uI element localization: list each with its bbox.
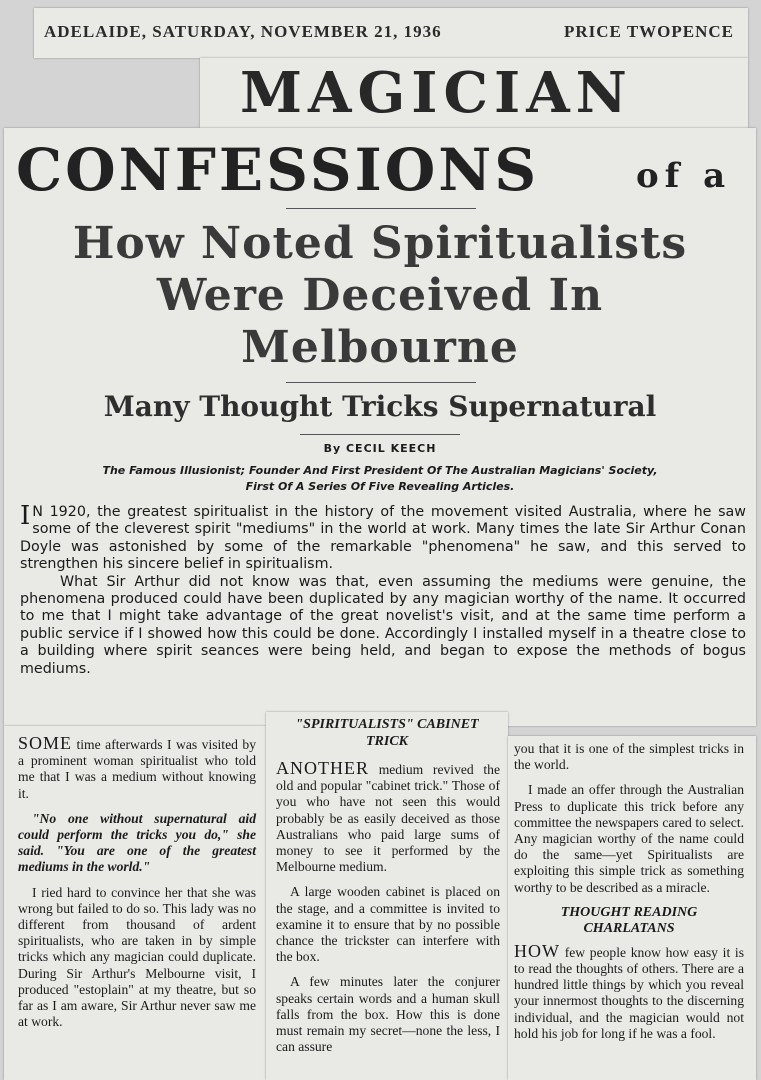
deck-line-3: Melbourne: [241, 322, 519, 373]
column-3-subheading: [514, 905, 744, 937]
deck-line-2: Were Deceived In: [156, 270, 604, 321]
deck-line-1: How Noted Spiritualists: [72, 218, 688, 269]
author-credit-line-1: The Famous Illusionist; Founder And First President Of The Australian Magicians' Society,: [102, 464, 658, 477]
column-2-heading-line-2: TRICK: [365, 734, 408, 749]
masthead-place-date: ADELAIDE, SATURDAY, NOVEMBER 21, 1936: [44, 22, 442, 41]
divider-rule: [286, 382, 476, 383]
paragraph-lead-word: ANOTHER: [276, 758, 369, 778]
lead-paragraph-2: What Sir Arthur did not know was that, even assuming the mediums were genuine, the phenomena produced could have been duplicated by any magician worthy of the name. It occurred to me that I might take advantage of the great novelist's visit, and at the same time perform a public service if I showed how this could be done. Accordingly I installed myself in a theatre close to a building where spirit seances were being held, and began to expose the methods of bogus mediums.: [20, 573, 746, 677]
author-credit-line-2: First Of A Series Of Five Revealing Articles.: [245, 480, 515, 493]
column-2-heading: [266, 716, 508, 750]
lead-paragraphs: [20, 501, 746, 678]
column-3-paragraph-2: [514, 940, 744, 1042]
column-2-paragraph-1-text: medium revived the old and popular "cabinet trick." Those of you who have not seen this would probably be as easily deceived as those Australians who paid large sums of money to see it performed by the Melbourne medium.: [276, 762, 500, 875]
column-3-paragraph-0: you that it is one of the simplest tricks in the world.: [514, 741, 744, 773]
lead-paragraph-1: [20, 501, 746, 574]
masthead-strip: [34, 8, 748, 58]
column-3-paragraph-1: I made an offer through the Australian Press to duplicate this trick before any committee the newspapers cared to select. Any magician worthy of the name could do the same—yet Spiritualists are exploiting this simple trick as something worthy to be described as a miracle.: [514, 782, 744, 895]
divider-rule: [300, 434, 460, 435]
column-2-paragraph-1: [276, 760, 500, 875]
byline: By CECIL KEECH: [323, 442, 437, 455]
column-3-subheading-line-1: THOUGHT READING: [560, 904, 698, 920]
divider-rule: [286, 208, 476, 209]
column-2-heading-line-1: "SPIRITUALISTS" CABINET: [295, 717, 479, 732]
article-sheet: [4, 128, 756, 726]
drop-cap: I: [20, 501, 31, 531]
column-1-paragraph-1-text: time afterwards I was visited by a prominent woman spiritualist who told me that I was a medium without knowing it.: [18, 737, 256, 801]
masthead-price: PRICE TWOPENCE: [563, 22, 734, 41]
column-1-paragraph-1: [18, 735, 256, 802]
column-1-paragraph-2: "No one without supernatural aid could perform the tricks you do," she said. "You are one of the greatest mediums in the world.": [18, 810, 256, 875]
headline-of-a: of a: [636, 156, 732, 196]
column-2: [276, 760, 500, 1064]
paragraph-lead-word: HOW: [514, 940, 560, 961]
column-2-paragraph-2: A large wooden cabinet is placed on the stage, and a committee is invited to examine it to ensure that by no possible chance the trickster can interfere with the box.: [276, 884, 500, 965]
headline-magician: MAGICIAN: [240, 60, 633, 126]
column-3-subheading-line-2: CHARLATANS: [583, 920, 675, 936]
headline-confessions: CONFESSIONS: [16, 136, 540, 204]
headline-strip-magician: [200, 58, 748, 128]
column-2-paragraph-3: A few minutes later the conjurer speaks certain words and a human skull falls from the box. How this is done must remain my secret—none the less, I can assure: [276, 974, 500, 1055]
column-3-paragraph-2-text: few people know how easy it is to read the thoughts of others. There are a hundred little things by which you reveal your innermost thoughts to the discerning individual, and the magician would not hold his job for long if he was a fool.: [514, 944, 744, 1041]
masthead-line: [44, 22, 734, 42]
subheadline: Many Thought Tricks Supernatural: [103, 390, 657, 423]
lead-paragraph-1-text: N 1920, the greatest spiritualist in the history of the movement visited Australia, where he saw some of the cleverest spirit "mediums" in the world at work. Many times the late Sir Arthur Conan Doyle was astonished by some of the remarkable "phenomena" he saw, and this served to strengthen his sincere belief in spiritualism.: [20, 504, 746, 573]
column-3: [514, 741, 744, 1051]
column-1-paragraph-3: I ried hard to convince her that she was wrong but failed to do so. This lady was no different from thousand of ardent spiritualists, who are taken in by simple tricks which any magician could duplicate. During Sir Arthur's Melbourne visit, I produced "estoplain" at my theatre, but so far as I am aware, Sir Arthur never saw me at work.: [18, 884, 256, 1030]
paragraph-lead-word: SOME: [18, 733, 73, 753]
column-1: [18, 735, 256, 1039]
